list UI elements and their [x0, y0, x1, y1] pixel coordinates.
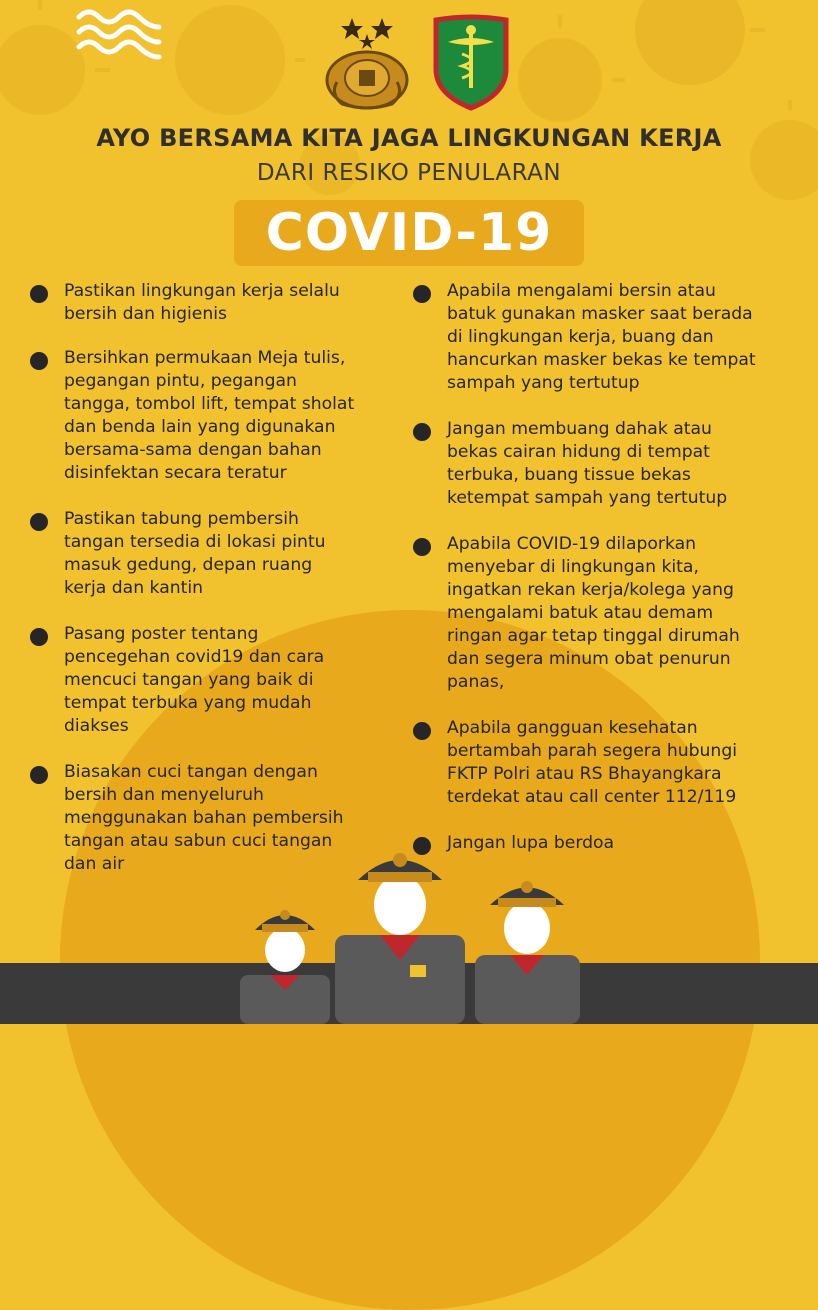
list-item: Jangan lupa berdoa	[413, 832, 813, 855]
covid-highlight-text: COVID-19	[265, 203, 553, 263]
page-subtitle: DARI RESIKO PENULARAN	[256, 160, 562, 186]
list-item: Biasakan cuci tangan dengan bersih dan menyeluruh menggunakan bahan pembersih tangan atau sabun cuci tangan dan air	[30, 761, 405, 876]
list-item: Bersihkan permukaan Meja tulis, pegangan pintu, pegangan tangga, tombol lift, tempat sholat dan benda lain yang digunakan bersama-sama dengan bahan disinfektan secara teratur	[30, 347, 405, 485]
page-title: AYO BERSAMA KITA JAGA LINGKUNGAN KERJA	[96, 124, 722, 152]
list-item: Pastikan lingkungan kerja selalu bersih dan higienis	[30, 280, 405, 326]
list-item: Apabila COVID-19 dilaporkan menyebar di lingkungan kita, ingatkan rekan kerja/kolega yang mengalami batuk atau demam ringan agar tetap tinggal dirumah dan segera minum obat penurun panas,	[413, 533, 813, 694]
list-item: Apabila gangguan kesehatan bertambah parah segera hubungi FKTP Polri atau RS Bhayangkara terdekat atau call center 112/119	[413, 717, 813, 809]
list-item: Pasang poster tentang pencegehan covid19 dan cara mencuci tangan yang baik di tempat terbuka yang mudah diakses	[30, 623, 405, 738]
list-item: Jangan membuang dahak atau bekas cairan hidung di tempat terbuka, buang tissue bekas ketempat sampah yang tertutup	[413, 418, 813, 510]
list-item: Apabila mengalami bersin atau batuk gunakan masker saat berada di lingkungan kerja, buang dan hancurkan masker bekas ke tempat sampah yang tertutup	[413, 280, 813, 395]
list-item: Pastikan tabung pembersih tangan tersedia di lokasi pintu masuk gedung, depan ruang kerja dan kantin	[30, 508, 405, 600]
officer-right	[475, 881, 580, 1024]
officer-left	[240, 910, 330, 1024]
officer-center	[335, 853, 465, 1024]
